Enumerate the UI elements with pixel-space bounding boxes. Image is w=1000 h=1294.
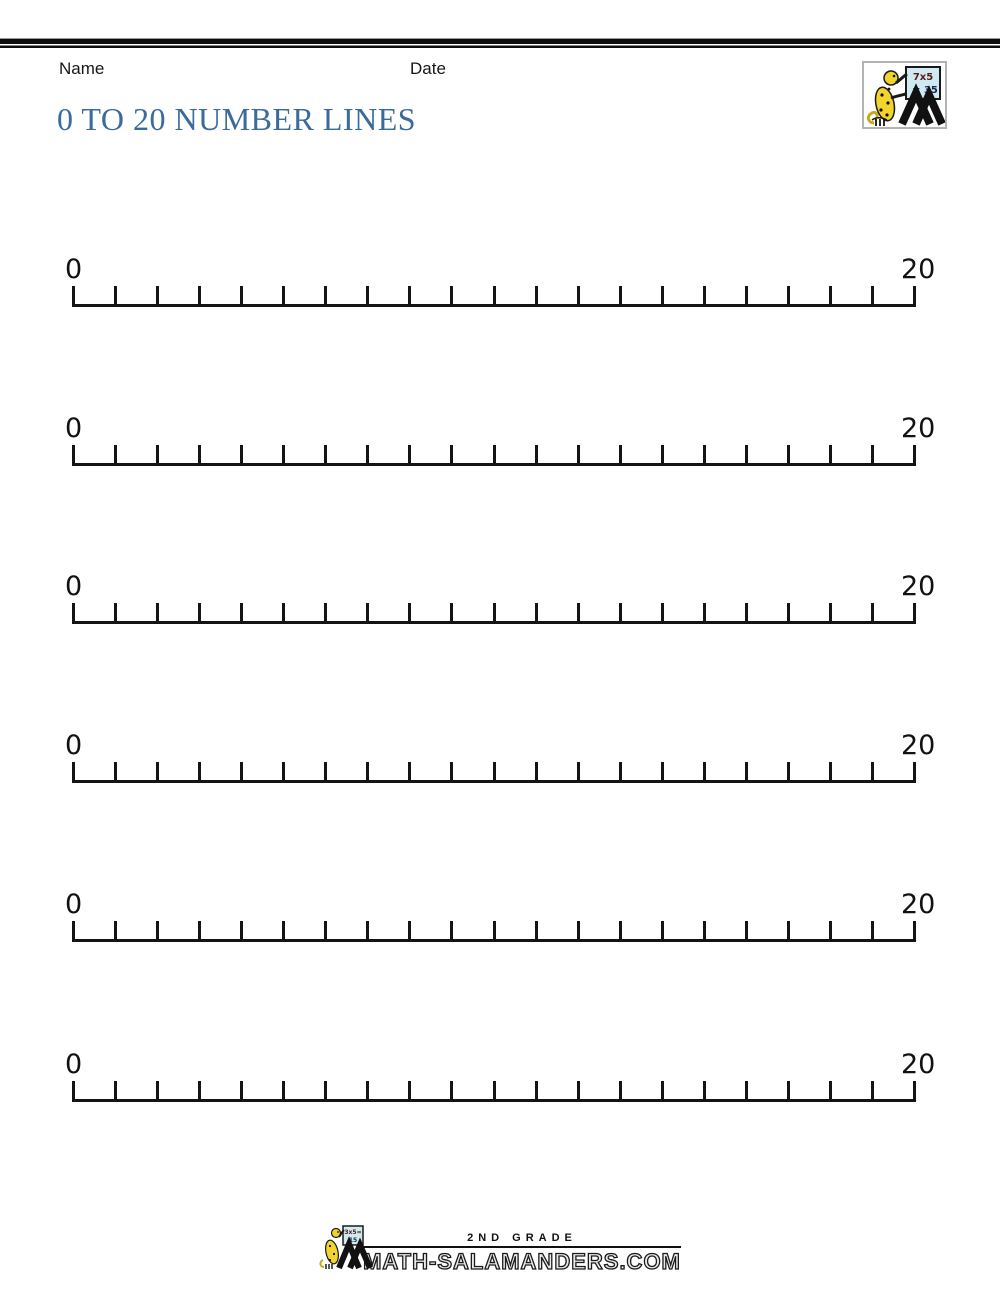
- number-line-tick: [72, 445, 75, 466]
- number-line-tick: [408, 762, 411, 783]
- number-line-start-label: 0: [65, 413, 83, 444]
- number-line-tick: [324, 445, 327, 466]
- logo-board-text-2: = 35: [912, 85, 938, 96]
- number-line-tick: [619, 286, 622, 307]
- number-line-tick: [450, 603, 453, 624]
- number-line-tick: [366, 603, 369, 624]
- number-line-tick: [787, 1081, 790, 1102]
- date-label: Date: [410, 59, 446, 78]
- number-line-tick: [156, 445, 159, 466]
- number-line-tick: [156, 921, 159, 942]
- top-rule-bar: [0, 38, 1000, 48]
- footer-salamander-icon: [319, 1224, 377, 1270]
- number-line-tick: [282, 762, 285, 783]
- number-line-end-label: 20: [901, 413, 936, 444]
- number-line-tick: [829, 1081, 832, 1102]
- number-line-tick: [619, 603, 622, 624]
- number-line-tick: [745, 1081, 748, 1102]
- number-line-tick: [535, 286, 538, 307]
- number-line-tick: [913, 445, 916, 466]
- number-line-ruler: [72, 603, 916, 624]
- number-line-tick: [913, 603, 916, 624]
- number-line-tick: [577, 445, 580, 466]
- number-line-tick: [745, 762, 748, 783]
- number-line-ruler: [72, 762, 916, 783]
- number-line-tick: [745, 445, 748, 466]
- number-line-tick: [787, 603, 790, 624]
- number-line-tick: [871, 762, 874, 783]
- number-line-tick: [450, 762, 453, 783]
- number-line-tick: [493, 286, 496, 307]
- footer: [0, 1224, 1000, 1275]
- number-line-tick: [72, 762, 75, 783]
- logo-board-text-1: 7x5: [912, 72, 934, 83]
- number-line-tick: [745, 603, 748, 624]
- number-line-tick: [450, 286, 453, 307]
- number-line-tick: [324, 286, 327, 307]
- number-line-tick: [787, 921, 790, 942]
- number-line-tick: [661, 445, 664, 466]
- number-line-tick: [114, 286, 117, 307]
- number-line-tick: [913, 286, 916, 307]
- number-line-tick: [619, 921, 622, 942]
- number-line-tick: [661, 603, 664, 624]
- number-line-tick: [198, 445, 201, 466]
- footer-board-text-2: 15: [348, 1237, 358, 1244]
- number-line-tick: [324, 1081, 327, 1102]
- number-line-tick: [661, 921, 664, 942]
- footer-wordmark: [363, 1232, 681, 1275]
- number-line-tick: [366, 762, 369, 783]
- number-line-tick: [156, 762, 159, 783]
- number-line-tick: [282, 603, 285, 624]
- number-line-tick: [366, 1081, 369, 1102]
- number-line-tick: [72, 921, 75, 942]
- salamander-logo-icon: [864, 63, 945, 127]
- number-line-tick: [450, 445, 453, 466]
- number-line-ruler: [72, 445, 916, 466]
- number-line-tick: [535, 762, 538, 783]
- number-line-tick: [787, 445, 790, 466]
- number-line-tick: [577, 286, 580, 307]
- page-title: 0 TO 20 NUMBER LINES: [57, 101, 417, 137]
- number-line-tick: [366, 921, 369, 942]
- number-line-tick: [324, 921, 327, 942]
- number-line-tick: [535, 921, 538, 942]
- number-line-tick: [408, 603, 411, 624]
- footer-site-name: MATH-SALAMANDERS.COM: [363, 1249, 681, 1274]
- number-line-tick: [156, 286, 159, 307]
- number-line: [0, 891, 1000, 945]
- number-line-tick: [535, 1081, 538, 1102]
- number-line-tick: [619, 1081, 622, 1102]
- number-line-tick: [577, 762, 580, 783]
- number-line-tick: [198, 286, 201, 307]
- number-line-tick: [493, 1081, 496, 1102]
- number-line-end-label: 20: [901, 730, 936, 761]
- math-salamanders-logo: [862, 61, 947, 129]
- number-line-start-label: 0: [65, 730, 83, 761]
- number-line-tick: [619, 445, 622, 466]
- number-line-tick: [240, 762, 243, 783]
- number-line-tick: [745, 921, 748, 942]
- number-line-tick: [829, 762, 832, 783]
- number-line-tick: [787, 286, 790, 307]
- number-line-tick: [661, 286, 664, 307]
- number-line-tick: [240, 445, 243, 466]
- number-line-tick: [871, 445, 874, 466]
- number-line-tick: [324, 603, 327, 624]
- number-line-tick: [913, 1081, 916, 1102]
- footer-logo: [319, 1224, 377, 1275]
- number-line-tick: [703, 445, 706, 466]
- footer-board-text-1: 3x5=: [344, 1229, 362, 1236]
- number-line-tick: [450, 1081, 453, 1102]
- number-line-end-label: 20: [901, 889, 936, 920]
- number-line-tick: [114, 603, 117, 624]
- number-line-end-label: 20: [901, 571, 936, 602]
- number-line-tick: [324, 762, 327, 783]
- number-line-tick: [72, 286, 75, 307]
- number-line: [0, 415, 1000, 469]
- footer-m-monogram-icon: [339, 1244, 370, 1268]
- number-line-ruler: [72, 1081, 916, 1102]
- number-line-tick: [450, 921, 453, 942]
- number-line-start-label: 0: [65, 254, 83, 285]
- number-line-tick: [535, 603, 538, 624]
- number-line-start-label: 0: [65, 1049, 83, 1080]
- number-line: [0, 573, 1000, 627]
- number-line-tick: [240, 921, 243, 942]
- number-line-tick: [493, 445, 496, 466]
- number-line-tick: [72, 603, 75, 624]
- number-line-tick: [198, 603, 201, 624]
- number-line-tick: [703, 603, 706, 624]
- number-line-tick: [366, 445, 369, 466]
- number-line-tick: [829, 445, 832, 466]
- number-line-start-label: 0: [65, 889, 83, 920]
- number-line-tick: [493, 603, 496, 624]
- name-label: Name: [59, 59, 105, 78]
- number-line-tick: [871, 921, 874, 942]
- number-line-tick: [577, 1081, 580, 1102]
- number-line-tick: [493, 921, 496, 942]
- number-line-tick: [871, 286, 874, 307]
- number-line: [0, 732, 1000, 786]
- number-line-tick: [913, 762, 916, 783]
- number-line-tick: [198, 762, 201, 783]
- number-line-ruler: [72, 921, 916, 942]
- number-line-tick: [913, 921, 916, 942]
- number-line-tick: [871, 603, 874, 624]
- number-line-tick: [661, 1081, 664, 1102]
- number-line-tick: [493, 762, 496, 783]
- number-line-tick: [240, 1081, 243, 1102]
- number-line: [0, 256, 1000, 310]
- number-line-tick: [871, 1081, 874, 1102]
- number-line-tick: [114, 445, 117, 466]
- number-line-tick: [282, 445, 285, 466]
- number-line-tick: [829, 603, 832, 624]
- number-line-tick: [408, 445, 411, 466]
- number-line-tick: [703, 286, 706, 307]
- number-line-tick: [156, 603, 159, 624]
- number-line-tick: [114, 921, 117, 942]
- number-line-tick: [114, 762, 117, 783]
- number-line-tick: [577, 921, 580, 942]
- number-line-tick: [535, 445, 538, 466]
- number-line-ruler: [72, 286, 916, 307]
- number-line-tick: [787, 762, 790, 783]
- number-line-tick: [72, 1081, 75, 1102]
- number-line-tick: [829, 921, 832, 942]
- number-line: [0, 1051, 1000, 1105]
- number-line-tick: [282, 286, 285, 307]
- number-line-tick: [745, 286, 748, 307]
- number-line-tick: [577, 603, 580, 624]
- number-line-tick: [366, 286, 369, 307]
- number-line-tick: [282, 921, 285, 942]
- number-line-tick: [408, 1081, 411, 1102]
- number-line-tick: [114, 1081, 117, 1102]
- number-line-tick: [619, 762, 622, 783]
- number-line-tick: [661, 762, 664, 783]
- number-line-start-label: 0: [65, 571, 83, 602]
- number-line-tick: [156, 1081, 159, 1102]
- number-line-tick: [282, 1081, 285, 1102]
- number-line-tick: [703, 762, 706, 783]
- number-line-tick: [240, 286, 243, 307]
- number-line-end-label: 20: [901, 254, 936, 285]
- number-line-tick: [703, 921, 706, 942]
- number-line-tick: [408, 286, 411, 307]
- number-line-tick: [240, 603, 243, 624]
- number-line-tick: [829, 286, 832, 307]
- footer-grade-label: 2ND GRADE: [467, 1232, 577, 1244]
- number-line-tick: [703, 1081, 706, 1102]
- number-line-tick: [198, 921, 201, 942]
- number-line-tick: [408, 921, 411, 942]
- number-line-end-label: 20: [901, 1049, 936, 1080]
- number-line-tick: [198, 1081, 201, 1102]
